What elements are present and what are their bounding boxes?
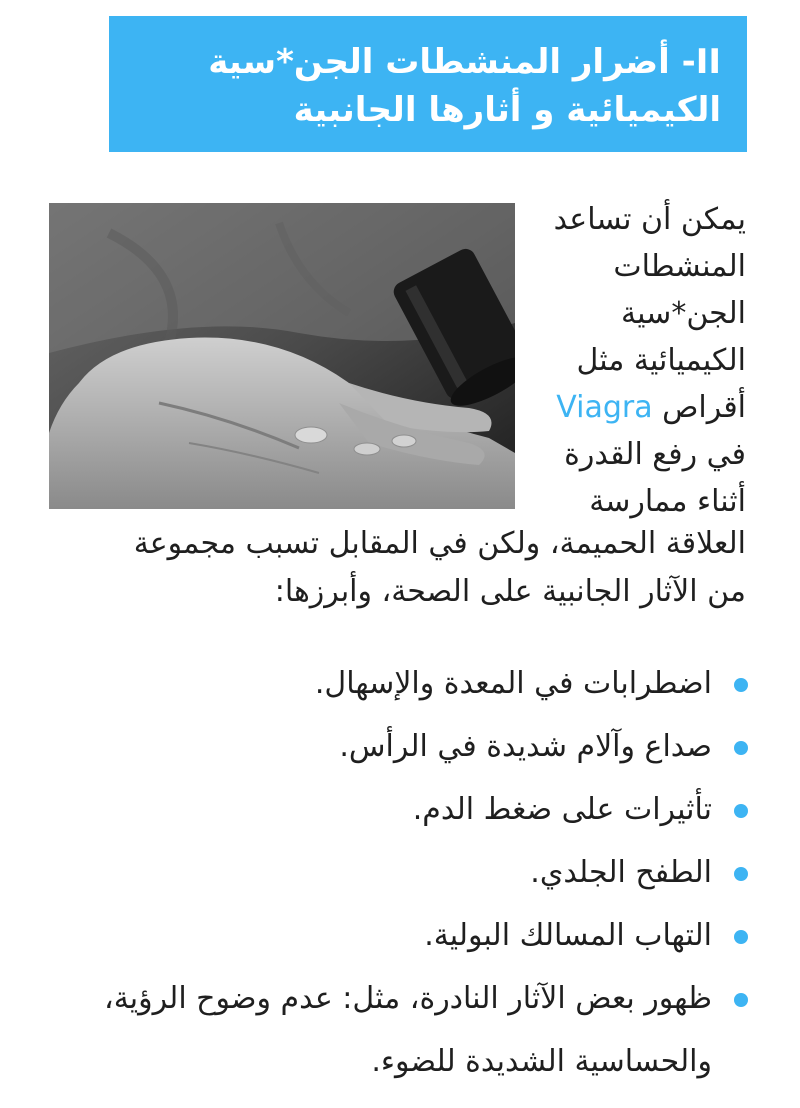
intro-line: في رفع القدرة <box>564 437 746 472</box>
intro-line: المنشطات <box>613 249 746 284</box>
bullet-dot-icon <box>734 741 748 755</box>
bullet-dot-icon <box>734 804 748 818</box>
bullet-dot-icon <box>734 930 748 944</box>
list-item <box>18 778 748 841</box>
list-item <box>18 841 748 904</box>
intro-line-with-brand <box>506 384 746 431</box>
intro-paragraph-continued <box>26 520 746 616</box>
intro-line: أثناء ممارسة <box>589 484 746 519</box>
list-item <box>18 967 748 1030</box>
section-title-line-1: II- أضرار المنشطات الجن*سية <box>208 42 721 82</box>
list-item <box>18 652 748 715</box>
bullet-dot-icon <box>734 867 748 881</box>
bullet-dot-icon <box>734 993 748 1007</box>
intro-line: العلاقة الحميمة، ولكن في المقابل تسبب مجموعة <box>133 526 746 561</box>
list-item-text: اضطرابات في المعدة والإسهال. <box>314 666 712 701</box>
intro-line: الكيميائية مثل <box>576 343 746 378</box>
list-item <box>18 904 748 967</box>
side-effects-list <box>18 652 748 1093</box>
viagra-link-text: Viagra <box>556 390 653 425</box>
section-title-line-2: الكيميائية و أثارها الجانبية <box>293 90 721 130</box>
list-item-text: ظهور بعض الآثار النادرة، مثل: عدم وضوح الرؤية، <box>104 981 712 1016</box>
intro-line: من الآثار الجانبية على الصحة، وأبرزها: <box>274 574 746 609</box>
intro-paragraph <box>506 196 746 525</box>
bullet-dot-icon <box>734 678 748 692</box>
list-item-text: صداع وآلام شديدة في الرأس. <box>339 729 712 764</box>
list-item-text: تأثيرات على ضغط الدم. <box>412 792 712 827</box>
section-header <box>109 16 747 152</box>
list-item-text: والحساسية الشديدة للضوء. <box>371 1044 712 1079</box>
list-item-continuation <box>18 1030 748 1093</box>
list-item-text: الطفح الجلدي. <box>530 855 712 890</box>
list-item-text: التهاب المسالك البولية. <box>424 918 712 953</box>
intro-line: الجن*سية <box>621 296 746 331</box>
list-item <box>18 715 748 778</box>
intro-line: يمكن أن تساعد <box>553 202 746 237</box>
hand-pills-photo <box>49 203 515 509</box>
intro-text: أقراص <box>662 390 746 425</box>
